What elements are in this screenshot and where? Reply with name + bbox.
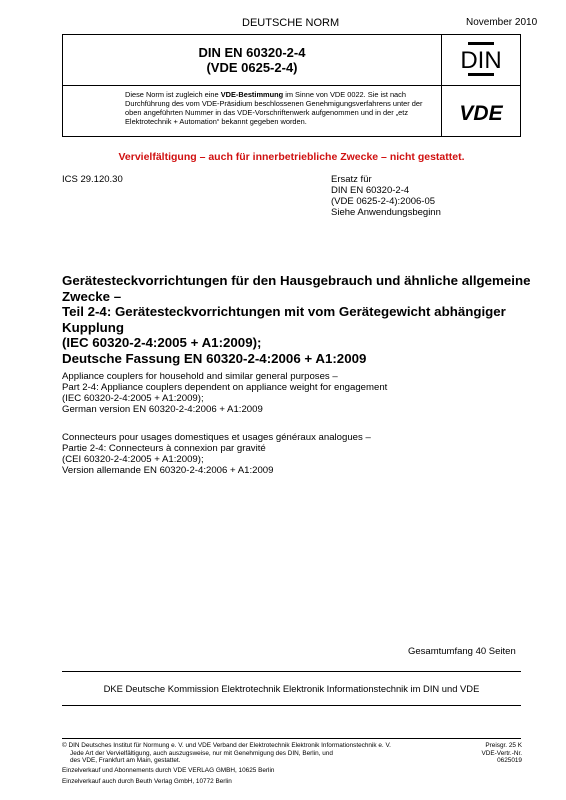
replacement-line: DIN EN 60320-2-4 — [331, 185, 410, 196]
title-french-line: (CEI 60320-2-4:2005 + A1:2009); — [62, 454, 204, 465]
vde-note-pre: Diese Norm ist zugleich eine — [125, 90, 221, 99]
divider-middle — [62, 705, 521, 706]
reproduction-warning: Vervielfältigung – auch für innerbetriebliche Zwecke – nicht gestattet. — [118, 151, 465, 163]
title-english-line: Appliance couplers for household and similar general purposes – — [62, 371, 338, 382]
copyright-line: Jede Art der Vervielfältigung, auch auszugsweise, nur mit Genehmigung des DIN, Berlin, und — [70, 749, 333, 757]
total-pages: Gesamtumfang 40 Seiten — [408, 646, 516, 657]
copyright-line: des VDE, Frankfurt am Main, gestattet. — [70, 757, 181, 765]
price-info — [460, 742, 522, 765]
vde-note-post: im Sinne von VDE 0022. Sie ist nach Durchführung des vom VDE-Präsidium beschlossenen Genehmigungsverfahrens unter der oben angeführten Nummer in das VDE-Vorschriftenwerk aufgenommen und in der „etz Elektrotechnik + Automation“ bekannt gegeben worden. — [125, 90, 423, 126]
copyright-line: © DIN Deutsches Institut für Normung e. V. und VDE Verband der Elektrotechnik Elektronik Informationstechnik e. V. — [62, 742, 391, 749]
din-logo — [442, 35, 520, 85]
vde-logo-cell — [441, 85, 521, 137]
document-number-cell — [62, 34, 442, 86]
vde-note-bold: VDE-Bestimmung — [220, 90, 284, 99]
document-number — [63, 45, 441, 75]
title-english-line: (IEC 60320-2-4:2005 + A1:2009); — [62, 393, 204, 404]
vde-logo-text: VDE — [459, 102, 503, 125]
vde-note-cell — [62, 85, 442, 137]
price-group: Preisgr. 25 K — [485, 742, 522, 749]
title-english-line: Part 2-4: Appliance couplers dependent on appliance weight for engagement — [62, 382, 388, 393]
title-german-line: Gerätesteckvorrichtungen für den Hausgebrauch und ähnliche allgemeine — [62, 273, 531, 288]
dke-committee: DKE Deutsche Kommission Elektrotechnik Elektronik Informationstechnik im DIN und VDE — [103, 683, 480, 694]
title-german — [62, 273, 532, 366]
title-french-line: Connecteurs pour usages domestiques et usages généraux analogues – — [62, 432, 371, 443]
vde-logo — [442, 86, 520, 136]
sales-info-beuth: Einzelverkauf auch durch Beuth Verlag GmbH, 10772 Berlin — [62, 778, 232, 785]
title-french-line: Partie 2-4: Connecteurs à connexion par gravité — [62, 443, 266, 454]
replacement-info — [331, 174, 441, 218]
title-english-line: German version EN 60320-2-4:2006 + A1:2009 — [62, 404, 263, 415]
sales-info-vde: Einzelverkauf und Abonnements durch VDE VERLAG GMBH, 10625 Berlin — [62, 767, 275, 774]
title-german-line: Teil 2-4: Gerätesteckvorrichtungen mit vom Gerätegewicht abhängiger — [62, 304, 506, 319]
title-german-line: (IEC 60320-2-4:2005 + A1:2009); — [62, 335, 262, 350]
din-logo-cell — [441, 34, 521, 86]
divider-footer — [62, 738, 521, 739]
document-number-vde: (VDE 0625-2-4) — [206, 60, 298, 75]
title-german-line: Kupplung — [62, 319, 125, 335]
replacement-line: Siehe Anwendungsbeginn — [331, 207, 441, 218]
din-logo-text: DIN — [460, 47, 502, 74]
vde-note — [125, 90, 437, 126]
divider-top — [62, 671, 521, 672]
title-english — [62, 371, 532, 415]
ics-code: ICS 29.120.30 — [62, 174, 123, 185]
header-date: November 2010 — [466, 17, 538, 28]
vde-order-number: VDE-Vertr.-Nr. 0625019 — [481, 749, 522, 765]
title-french-line: Version allemande EN 60320-2-4:2006 + A1:2009 — [62, 465, 274, 476]
replacement-line: Ersatz für — [331, 174, 372, 185]
header-standard-type: DEUTSCHE NORM — [242, 17, 340, 29]
title-german-line: Deutsche Fassung EN 60320-2-4:2006 + A1:2009 — [62, 350, 367, 366]
copyright-notice — [62, 742, 434, 765]
replacement-line: (VDE 0625-2-4):2006-05 — [331, 196, 436, 207]
document-number-din: DIN EN 60320-2-4 — [198, 45, 306, 60]
title-german-line: Zwecke – — [62, 288, 122, 304]
title-french — [62, 432, 532, 476]
